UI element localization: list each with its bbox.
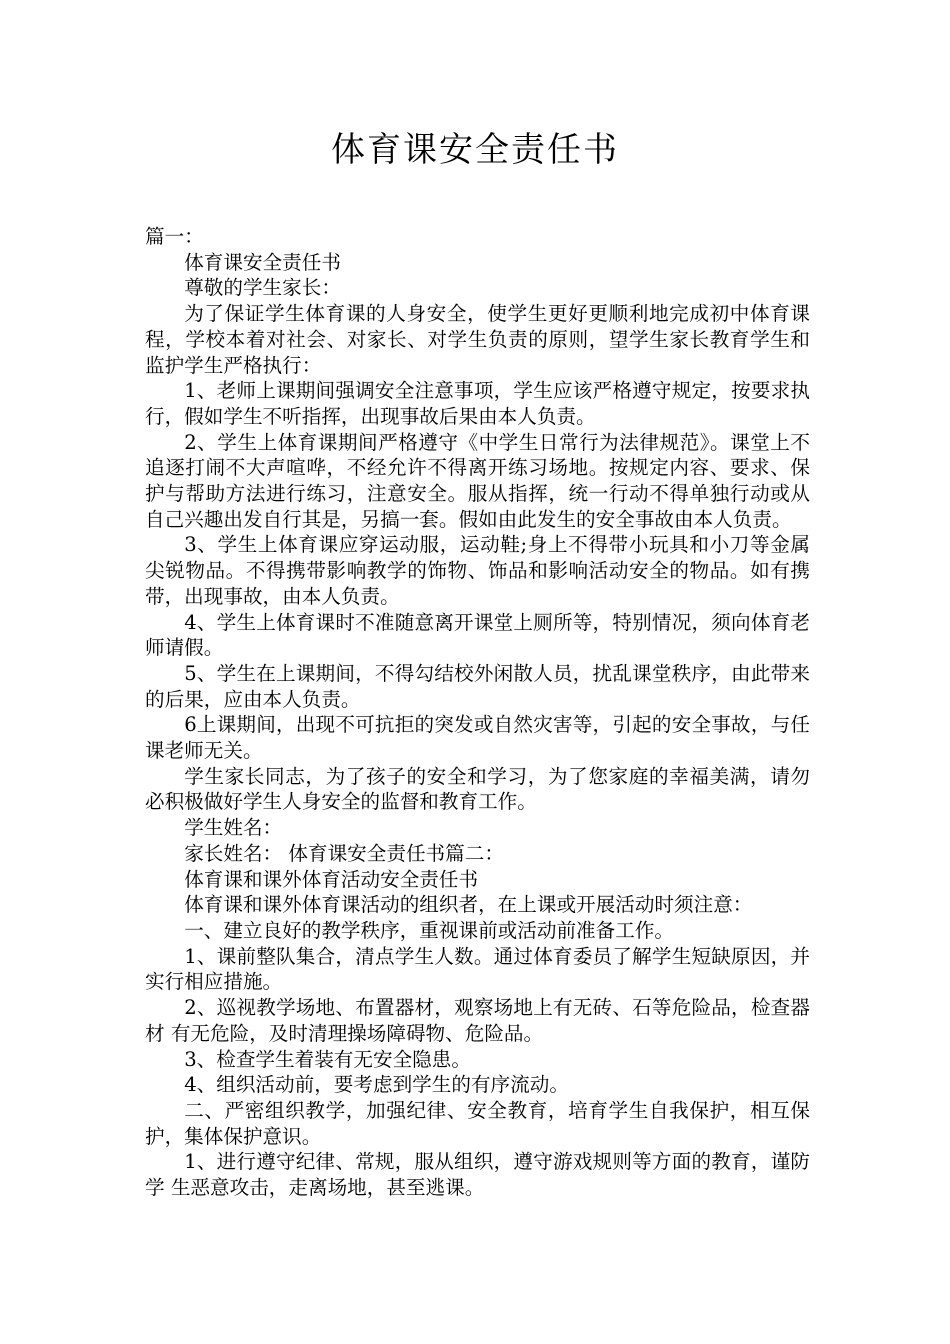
paragraph: 体育课和课外体育课活动的组织者，在上课或开展活动时须注意：: [184, 893, 753, 917]
paragraph: 3、学生上体育课应穿运动服，运动鞋;身上不得带小玩具和小刀等金属尖锐物品。不得携带影响教学的饰物、饰品和影响活动安全的物品。如有携带，出现事故，由本人负责。: [145, 533, 810, 608]
paragraph: 体育课和课外体育活动安全责任书: [184, 867, 479, 891]
paragraph: 4、组织活动前，要考虑到学生的有序流动。: [184, 1073, 569, 1097]
paragraph: 学生姓名：: [184, 816, 283, 840]
paragraph: 2、学生上体育课期间严格遵守《中学生日常行为法律规范》。课堂上不追逐打闹不大声喧哗，不经允许不得离开练习场地。按规定内容、要求、保护与帮助方法进行练习，注意安全。服从指挥，统一行动不得单独行动或从自己兴趣出发自行其是，另搞一套。假如由此发生的安全事故由本人负责。: [145, 430, 810, 531]
document-body: [145, 224, 810, 1201]
paragraph: 为了保证学生体育课的人身安全，使学生更好更顺利地完成初中体育课程，学校本着对社会、对家长、对学生负责的原则，望学生家长教育学生和监护学生严格执行：: [145, 302, 810, 377]
paragraph: 3、检查学生着装有无安全隐患。: [184, 1047, 471, 1071]
document-title: 体育课安全责任书: [331, 130, 619, 170]
paragraph: 1、课前整队集合，清点学生人数。通过体育委员了解学生短缺原因，并实行相应措施。: [145, 944, 810, 994]
paragraph: 一、建立良好的教学秩序，重视课前或活动前准备工作。: [184, 918, 675, 942]
paragraph: 1、进行遵守纪律、常规，服从组织，遵守游戏规则等方面的教育，谨防学 生恶意攻击，走离场地，甚至逃课。: [145, 1150, 810, 1200]
paragraph: 尊敬的学生家长：: [184, 276, 341, 300]
paragraph: 1、老师上课期间强调安全注意事项，学生应该严格遵守规定，按要求执行，假如学生不听指挥，出现事故后果由本人负责。: [145, 379, 810, 428]
paragraph: 篇一：: [145, 225, 204, 248]
paragraph: 家长姓名： 体育课安全责任书篇二：: [184, 841, 504, 865]
paragraph: 2、巡视教学场地、布置器材，观察场地上有无砖、石等危险品，检查器材 有无危险，及时清理操场障碍物、危险品。: [145, 996, 810, 1045]
paragraph: 学生家长同志，为了孩子的安全和学习，为了您家庭的幸福美满，请勿必积极做好学生人身安全的监督和教育工作。: [145, 764, 810, 814]
paragraph: 6上课期间，出现不可抗拒的突发或自然灾害等，引起的安全事故，与任课老师无关。: [145, 713, 810, 763]
paragraph: 二、严密组织教学，加强纪律、安全教育，培育学生自我保护，相互保护，集体保护意识。: [145, 1098, 810, 1148]
paragraph: 5、学生在上课期间，不得勾结校外闲散人员，扰乱课堂秩序，由此带来的后果，应由本人负责。: [145, 661, 810, 711]
paragraph: 4、学生上体育课时不准随意离开课堂上厕所等，特别情况，须向体育老师请假。: [145, 610, 810, 660]
paragraph: 体育课安全责任书: [184, 250, 341, 274]
